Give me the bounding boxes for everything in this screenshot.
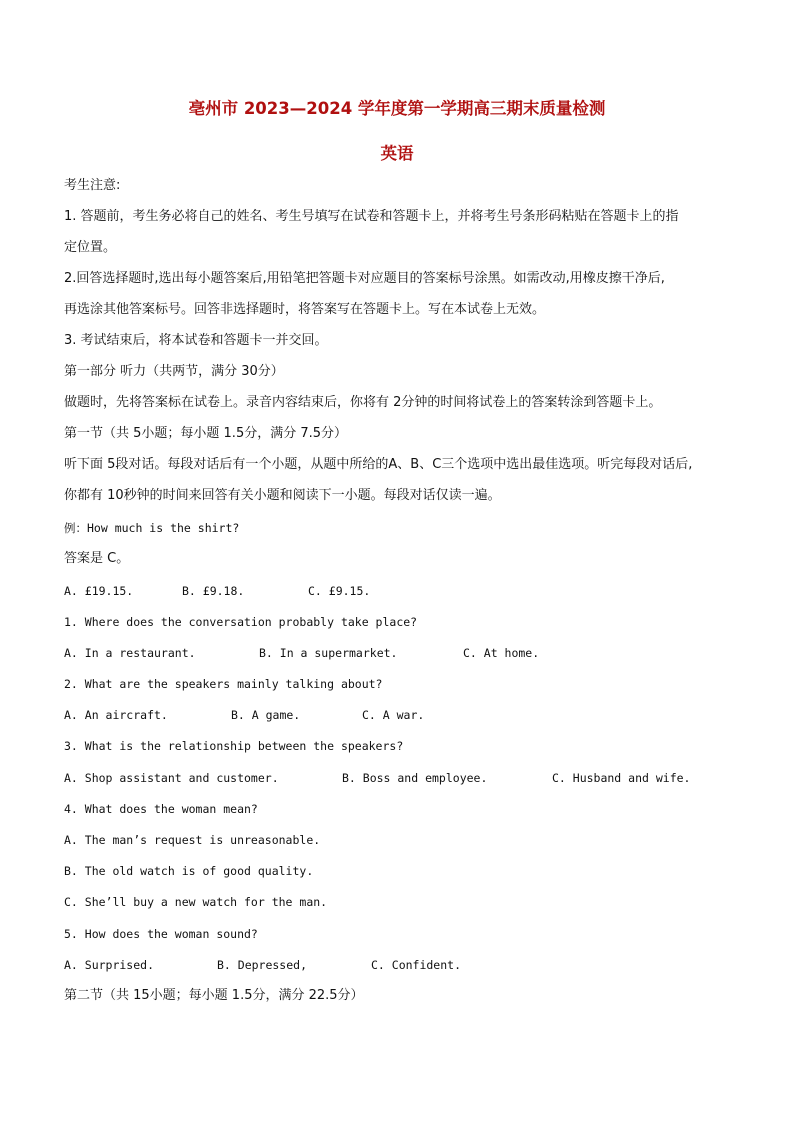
question-2-option-b: B. A game.	[231, 708, 301, 722]
question-2-options	[64, 706, 734, 724]
question-1-option-c: C. At home.	[463, 646, 540, 660]
section1-heading: 第一节（共 5小题；每小题 1.5分，满分 7.5分）	[64, 426, 348, 441]
part1-heading: 第一部分 听力（共两节，满分 30分）	[64, 364, 284, 379]
question-5-option-b: B. Depressed,	[217, 958, 308, 972]
question-4-option-b: B. The old watch is of good quality.	[64, 864, 314, 878]
question-5-option-a: A. Surprised.	[64, 958, 155, 972]
subject-title: 英语	[380, 144, 414, 163]
notice-item-1-line-2: 定位置。	[64, 240, 117, 255]
notice-item-1-line-1: 1. 答题前，考生务必将自己的姓名、考生号填写在试卷和答题卡上，并将考生号条形码粘贴在答题卡上的指	[64, 209, 679, 224]
question-1-stem: 1. Where does the conversation probably take place?	[64, 615, 418, 629]
question-2-option-a: A. An aircraft.	[64, 708, 168, 722]
question-4-option-a: A. The man’s request is unreasonable.	[64, 833, 321, 847]
question-2-option-c: C. A war.	[362, 708, 425, 722]
example-options	[64, 582, 734, 600]
example-answer: 答案是 C。	[64, 551, 130, 566]
question-1-options	[64, 644, 734, 662]
example-option-b: B. £9.18.	[182, 584, 245, 598]
question-4-option-c: C. She’ll buy a new watch for the man.	[64, 895, 328, 909]
section1-intro-line-1: 听下面 5段对话。每段对话后有一个小题，从题中所给的A、B、C三个选项中选出最佳选项。听完每段对话后,	[64, 457, 693, 472]
question-3-option-a: A. Shop assistant and customer.	[64, 771, 279, 785]
exam-title: 亳州市 2023—2024 学年度第一学期高三期末质量检测	[188, 99, 606, 118]
question-3-option-c: C. Husband and wife.	[552, 771, 691, 785]
question-5-option-c: C. Confident.	[371, 958, 462, 972]
question-5-options	[64, 956, 734, 974]
section1-intro-line-2: 你都有 10秒钟的时间来回答有关小题和阅读下一小题。每段对话仅读一遍。	[64, 488, 501, 503]
question-3-stem: 3. What is the relationship between the speakers?	[64, 739, 404, 753]
question-1-option-a: A. In a restaurant.	[64, 646, 196, 660]
question-2-stem: 2. What are the speakers mainly talking about?	[64, 677, 383, 691]
example-question: 例：How much is the shirt?	[64, 521, 240, 535]
notice-item-2-line-2: 再选涂其他答案标号。回答非选择题时，将答案写在答题卡上。写在本试卷上无效。	[64, 302, 546, 317]
part1-instruction: 做题时，先将答案标在试卷上。录音内容结束后，你将有 2分钟的时间将试卷上的答案转涂到答题卡上。	[64, 395, 662, 410]
question-1-option-b: B. In a supermarket.	[259, 646, 398, 660]
question-5-stem: 5. How does the woman sound?	[64, 927, 258, 941]
question-4-stem: 4. What does the woman mean?	[64, 802, 258, 816]
example-option-c: C. £9.15.	[308, 584, 371, 598]
question-3-options	[64, 769, 734, 787]
example-option-a: A. £19.15.	[64, 584, 134, 598]
notice-item-3: 3. 考试结束后，将本试卷和答题卡一并交回。	[64, 333, 328, 348]
section2-heading: 第二节（共 15小题；每小题 1.5分，满分 22.5分）	[64, 988, 364, 1003]
notice-heading: 考生注意:	[64, 178, 121, 193]
notice-item-2-line-1: 2.回答选择题时,选出每小题答案后,用铅笔把答题卡对应题目的答案标号涂黑。如需改动,用橡皮擦干净后,	[64, 271, 665, 286]
question-3-option-b: B. Boss and employee.	[342, 771, 488, 785]
